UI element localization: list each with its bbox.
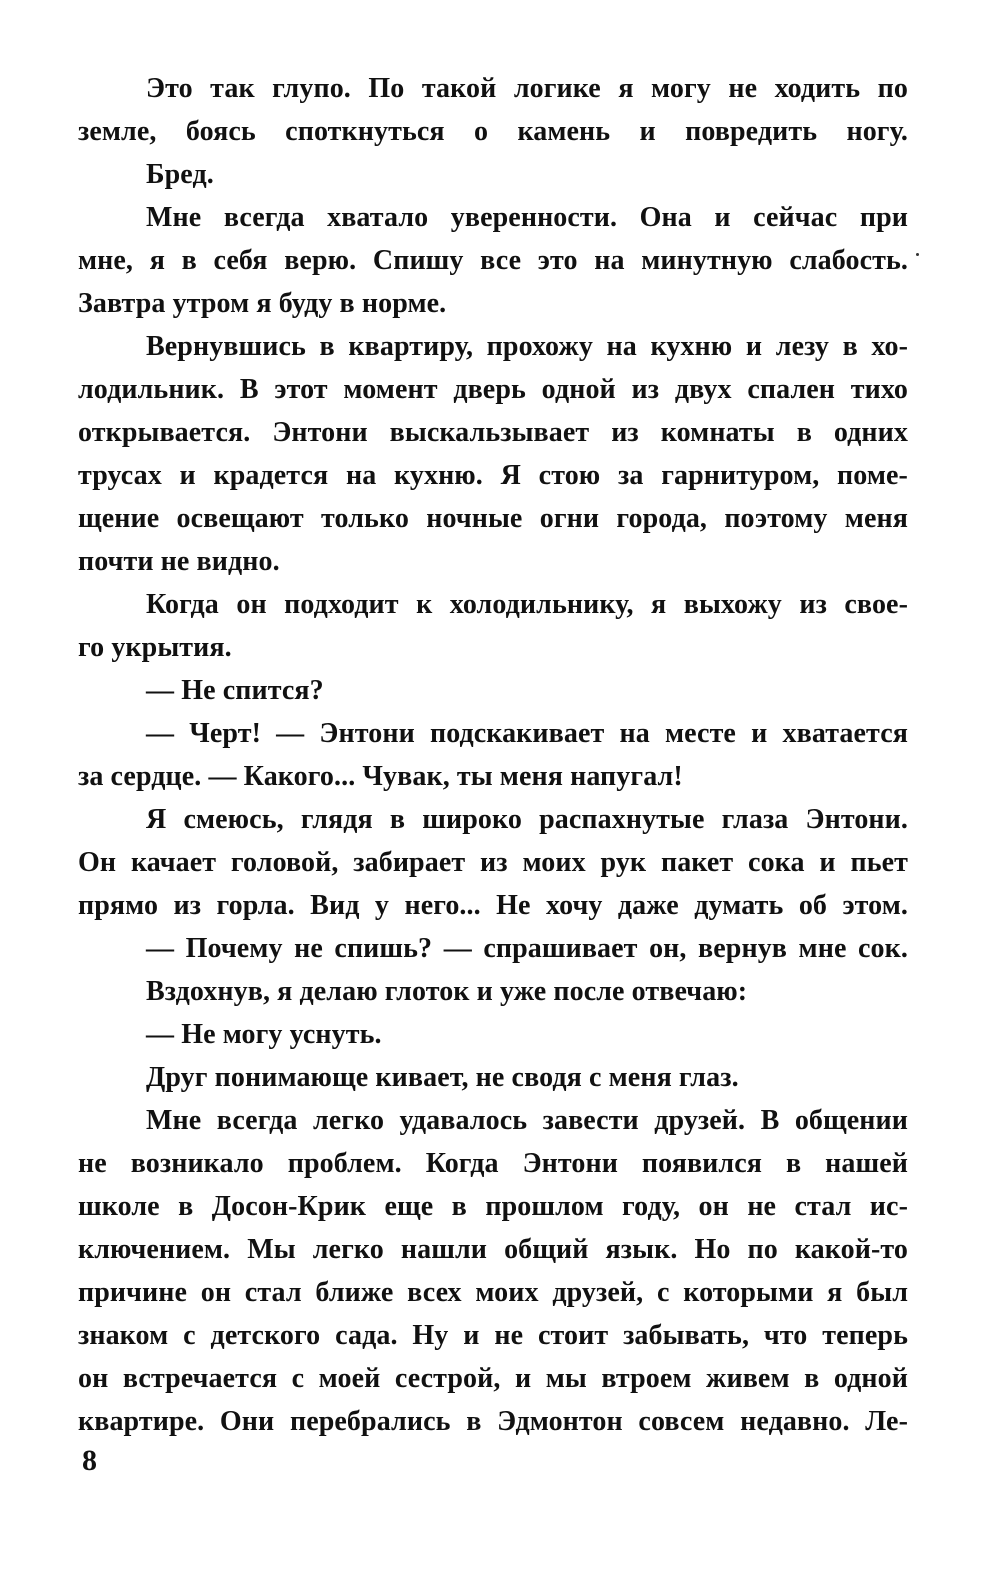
text-line: не возникало проблем. Когда Энтони появился в нашей <box>78 1148 908 1179</box>
text-line: Друг понимающе кивает, не сводя с меня глаз. <box>146 1062 739 1093</box>
text-line: Он качает головой, забирает из моих рук пакет сока и пьет <box>78 847 908 878</box>
text-line: Мне всегда хватало уверенности. Она и сейчас при <box>146 202 908 233</box>
text-line: трусах и крадется на кухню. Я стою за гарнитуром, поме- <box>78 460 908 491</box>
text-line: земле, боясь споткнуться о камень и повредить ногу. <box>78 116 908 147</box>
text-line: — Почему не спишь? — спрашивает он, вернув мне сок. <box>146 933 908 964</box>
text-line: открывается. Энтони выскальзывает из комнаты в одних <box>78 417 908 448</box>
scan-speck <box>916 253 919 256</box>
text-line: Мне всегда легко удавалось завести друзей. В общении <box>146 1105 908 1136</box>
text-line: он встречается с моей сестрой, и мы втроем живем в одной <box>78 1363 908 1394</box>
text-line: Вздохнув, я делаю глоток и уже после отвечаю: <box>146 976 748 1007</box>
text-line: — Не спится? <box>146 675 324 706</box>
text-line: Бред. <box>146 159 214 190</box>
text-line: щение освещают только ночные огни города, поэтому меня <box>78 503 908 534</box>
text-line: знаком с детского сада. Ну и не стоит забывать, что теперь <box>78 1320 908 1351</box>
page-number: 8 <box>82 1444 97 1477</box>
text-line: — Черт! — Энтони подскакивает на месте и хватается <box>146 718 908 749</box>
text-line: Завтра утром я буду в норме. <box>78 288 447 319</box>
text-line: квартире. Они перебрались в Эдмонтон совсем недавно. Ле- <box>78 1406 908 1437</box>
text-line: ключением. Мы легко нашли общий язык. Но по какой-то <box>78 1234 908 1265</box>
text-line: почти не видно. <box>78 546 280 577</box>
text-line: лодильник. В этот момент дверь одной из двух спален тихо <box>78 374 908 405</box>
text-line: Когда он подходит к холодильнику, я выхожу из свое- <box>146 589 908 620</box>
text-line: мне, я в себя верю. Спишу все это на минутную слабость. <box>78 245 908 276</box>
text-line: прямо из горла. Вид у него... Не хочу даже думать об этом. <box>78 890 908 921</box>
text-line: — Не могу уснуть. <box>146 1019 382 1050</box>
text-line: школе в Досон-Крик еще в прошлом году, он не стал ис- <box>78 1191 908 1222</box>
text-line: Это так глупо. По такой логике я могу не ходить по <box>146 73 908 104</box>
text-line: Вернувшись в квартиру, прохожу на кухню и лезу в хо- <box>146 331 908 362</box>
text-line: причине он стал ближе всех моих друзей, с которыми я был <box>78 1277 908 1308</box>
text-line: го укрытия. <box>78 632 232 663</box>
text-line: Я смеюсь, глядя в широко распахнутые глаза Энтони. <box>146 804 908 835</box>
text-line: за сердце. — Какого... Чувак, ты меня напугал! <box>78 761 683 792</box>
